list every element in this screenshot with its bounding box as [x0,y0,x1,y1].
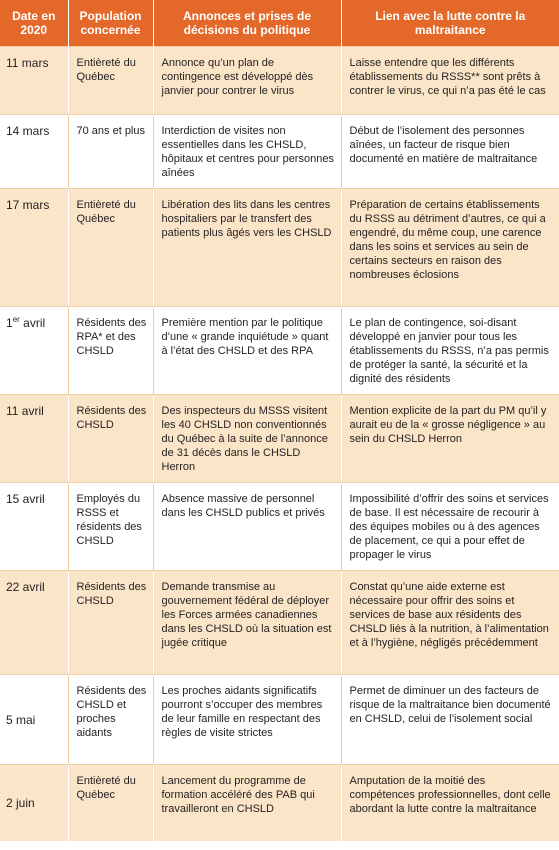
table-row [0,47,559,115]
date-ordinal: er [12,315,20,324]
row-annonce: Première mention par le politique d’une « grande inquiétude » quant à l’état des CHSLD et des RPA [153,307,341,395]
date-number: 1 [6,316,13,330]
row-lien: Amputation de la moitié des compétences professionnelles, dont celle abordant la lutte contre la maltraitance [341,765,559,841]
header-row [0,0,559,47]
table-row [0,189,559,307]
row-date: 17 mars [0,189,68,307]
row-population: 70 ans et plus [68,115,153,189]
row-population: Entièreté du Québec [68,189,153,307]
table-row [0,115,559,189]
row-annonce: Absence massive de personnel dans les CHSLD publics et privés [153,483,341,571]
row-annonce: Les proches aidants significatifs pourront s’occuper des membres de leur famille en respectant des règles de visite strictes [153,675,341,765]
row-population: Entièreté du Québec [68,47,153,115]
row-annonce: Libération des lits dans les centres hospitaliers par le transfert des patients plus âgés vers les CHSLD [153,189,341,307]
table-row [0,571,559,675]
row-date: 11 mars [0,47,68,115]
table-row [0,765,559,841]
row-population: Résidents des CHSLD et proches aidants [68,675,153,765]
row-date: 14 mars [0,115,68,189]
row-date: 15 avril [0,483,68,571]
row-date: 11 avril [0,395,68,483]
table-row [0,307,559,395]
row-lien: Début de l’isolement des personnes aînées, un facteur de risque bien documenté en matière de maltraitance [341,115,559,189]
row-date [0,307,68,395]
row-annonce: Interdiction de visites non essentielles dans les CHSLD, hôpitaux et centres pour personnes aînées [153,115,341,189]
row-annonce: Lancement du programme de formation accéléré des PAB qui travailleront en CHSLD [153,765,341,841]
row-population: Employés du RSSS et résidents des CHSLD [68,483,153,571]
row-date: 22 avril [0,571,68,675]
table-body [0,47,559,841]
header-population: Population concernée [68,0,153,47]
row-population: Résidents des CHSLD [68,395,153,483]
row-lien: Impossibilité d’offrir des soins et services de base. Il est nécessaire de recourir à des équipes mobiles ou à des agences de placement, ce qui a pour effet de propager le virus [341,483,559,571]
row-population: Entièreté du Québec [68,765,153,841]
table-header [0,0,559,47]
header-lien: Lien avec la lutte contre la maltraitance [341,0,559,47]
row-date: 2 juin [0,765,68,841]
row-lien: Constat qu’une aide externe est nécessaire pour offrir des soins et services de base aux résidents des CHSLD liés à la nutrition, à l’alimentation et à l’hygiène, négligés précédemment [341,571,559,675]
header-date: Date en 2020 [0,0,68,47]
row-annonce: Annonce qu’un plan de contingence est développé dès janvier pour contrer le virus [153,47,341,115]
date-month: avril [19,316,46,330]
table-row [0,483,559,571]
row-population: Résidents des CHSLD [68,571,153,675]
row-annonce: Des inspecteurs du MSSS visitent les 40 CHSLD non conventionnés du Québec à la suite de l’annonce de 31 décès dans le CHSLD Herron [153,395,341,483]
table-row [0,675,559,765]
row-annonce: Demande transmise au gouvernement fédéral de déployer les Forces armées canadiennes dans les CHSLD où la situation est jugée critique [153,571,341,675]
row-population: Résidents des RPA* et des CHSLD [68,307,153,395]
row-lien: Préparation de certains établissements du RSSS au détriment d’autres, ce qui a engendré, du même coup, une carence dans les soins et services au sein de certains secteurs en raison des nombreuses éclosions [341,189,559,307]
table-row [0,395,559,483]
row-lien: Mention explicite de la part du PM qu’il y aurait eu de la « grosse négligence » au sein du CHSLD Herron [341,395,559,483]
header-annonces: Annonces et prises de décisions du politique [153,0,341,47]
row-date: 5 mai [0,675,68,765]
row-lien: Permet de diminuer un des facteurs de risque de la maltraitance bien documenté en CHSLD, celui de l’isolement social [341,675,559,765]
row-lien: Le plan de contingence, soi-disant développé en janvier pour tous les établissements du RSSS, n’a pas permis de protéger la santé, la sécurité et la dignité des résidents [341,307,559,395]
row-lien: Laisse entendre que les différents établissements du RSSS** sont prêts à contrer le virus, ce qui n’a pas été le cas [341,47,559,115]
